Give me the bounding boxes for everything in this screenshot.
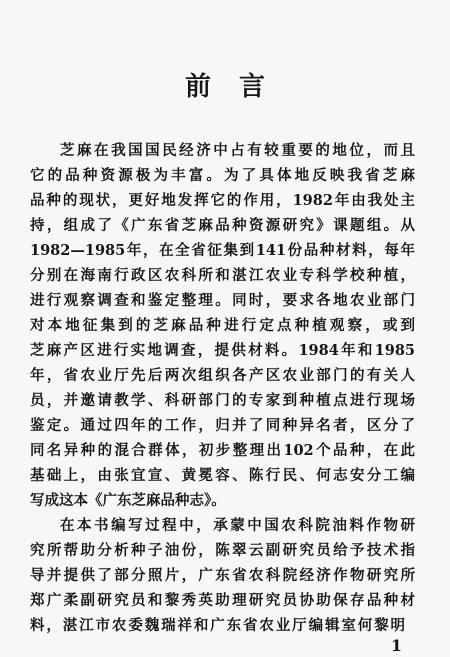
text-line-1: 芝麻在我国国民经济中占有较重要的地位，而且 bbox=[60, 142, 415, 159]
text-line-14: 基础上，由张宜宣、黄冕容、陈行民、何志安分工编 bbox=[30, 467, 415, 484]
page-title: 前言 bbox=[184, 72, 293, 102]
text-line-6: 分别在海南行政区农科所和湛江农业专科学校种植， bbox=[30, 267, 415, 284]
text-line-20: 料，湛江市农委魏瑞祥和广东省农业厅编辑室何黎明 bbox=[30, 617, 405, 634]
text-line-10: 年，省农业厅先后两次组织各产区农业部门的有关人 bbox=[30, 367, 415, 384]
text-line-13: 同名异种的混合群体，初步整理出102个品种，在此 bbox=[30, 442, 415, 459]
text-line-9: 芝麻产区进行实地调查，提供材料。1984年和1985 bbox=[30, 342, 415, 359]
text-line-3: 品种的现状，更好地发挥它的作用，1982年由我处主 bbox=[30, 192, 415, 209]
page-number: 1 bbox=[390, 636, 402, 655]
text-line-8: 对本地征集到的芝麻品种进行定点种植观察，或到 bbox=[30, 317, 415, 334]
text-line-7: 进行观察调查和鉴定整理。同时，要求各地农业部门 bbox=[30, 292, 415, 309]
text-line-4: 持，组成了《广东省芝麻品种资源研究》课题组。从 bbox=[30, 217, 415, 234]
text-line-19: 郑广柔副研究员和黎秀英助理研究员协助保存品种材 bbox=[30, 592, 415, 609]
text-line-2: 它的品种资源极为丰富。为了具体地反映我省芝麻 bbox=[30, 167, 415, 184]
text-line-12: 鉴定。通过四年的工作，归并了同种异名者，区分了 bbox=[30, 417, 415, 434]
text-line-17: 究所帮助分析种子油份，陈翠云副研究员给予技术指 bbox=[30, 542, 415, 559]
text-line-16: 在本书编写过程中，承蒙中国农科院油料作物研 bbox=[60, 517, 415, 534]
text-line-5: 1982—1985年，在全省征集到141份品种材料，每年 bbox=[30, 242, 415, 259]
text-line-11: 员，并邀请教学、科研部门的专家到种植点进行现场 bbox=[30, 392, 415, 409]
text-line-15: 写成这本《广东芝麻品种志》。 bbox=[30, 492, 226, 509]
text-line-18: 导并提供了部分照片，广东省农科院经济作物研究所 bbox=[30, 567, 415, 584]
